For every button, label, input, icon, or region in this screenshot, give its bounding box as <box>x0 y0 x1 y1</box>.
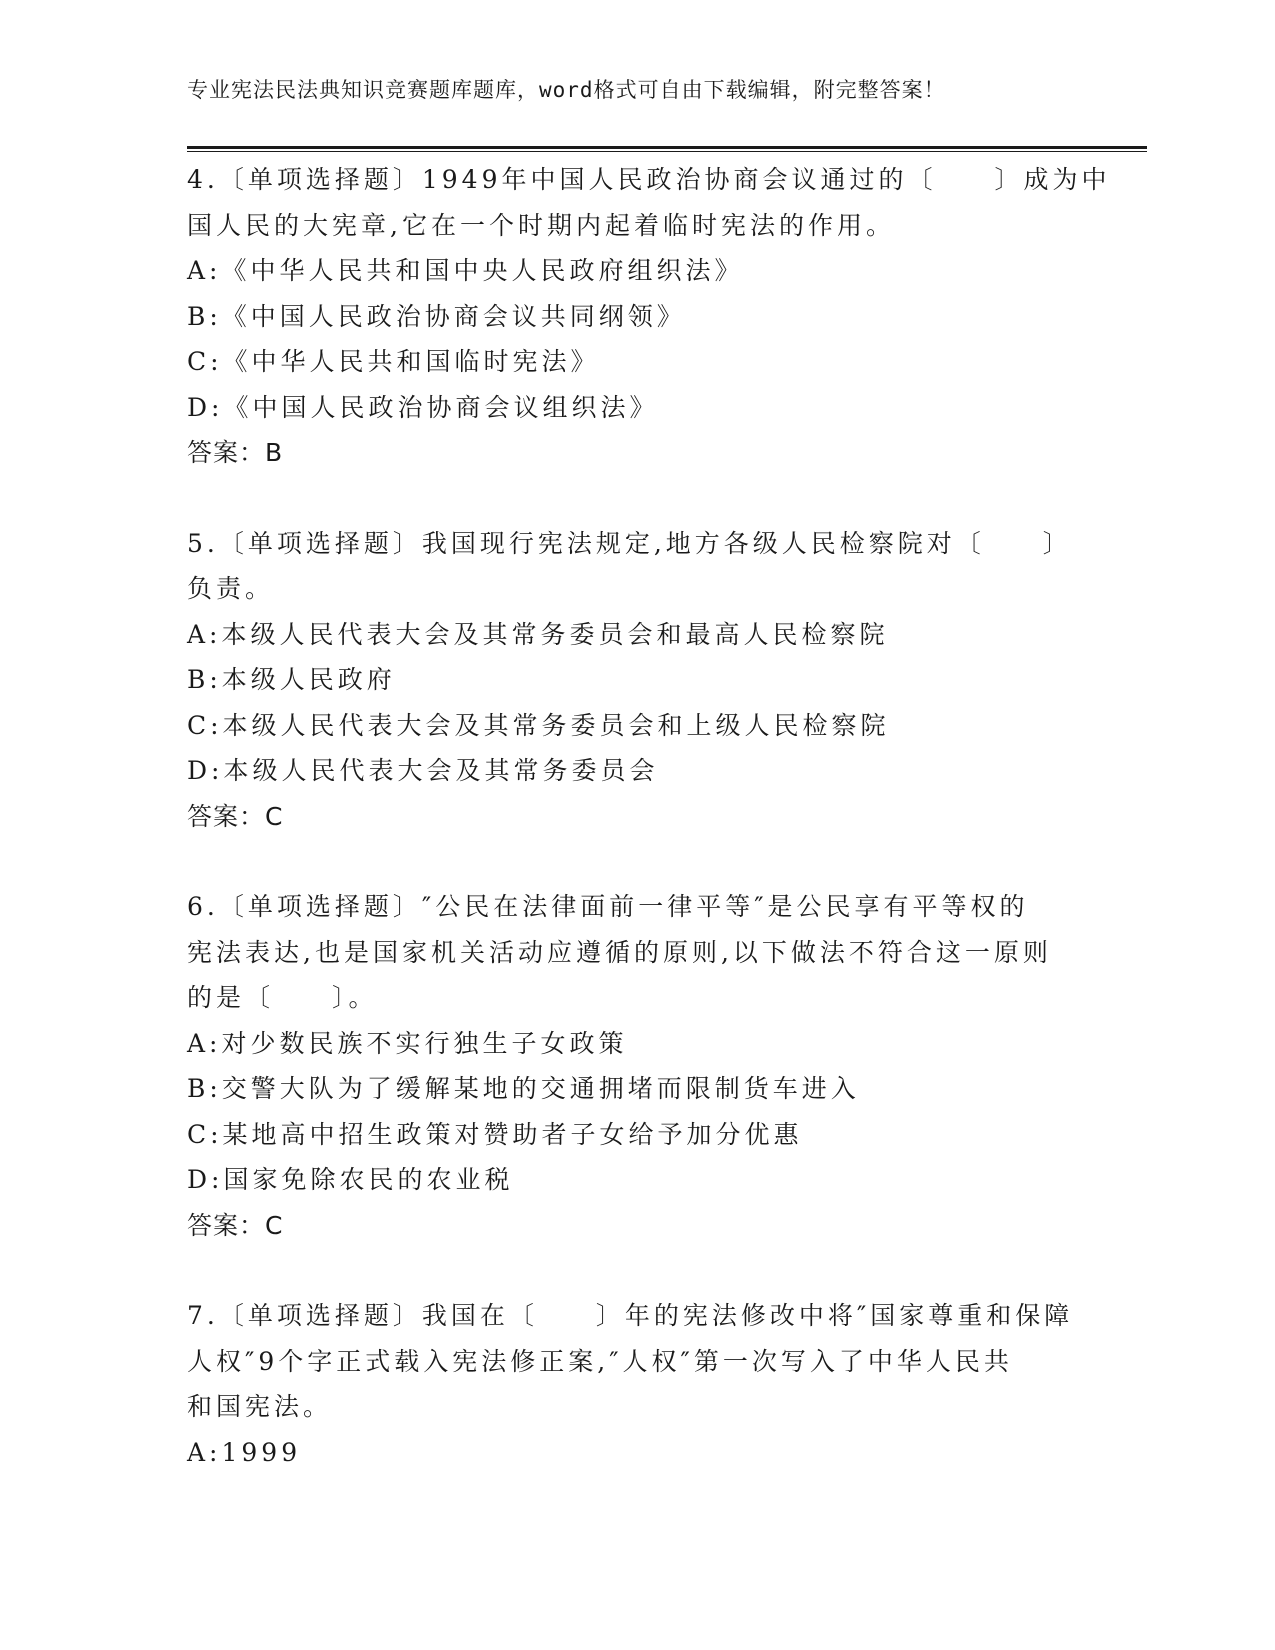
option-a: A:1999 <box>187 1437 302 1467</box>
option-c: C:《中华人民共和国临时宪法》 <box>187 347 600 376</box>
question-text-line: 和国宪法。 <box>187 1392 333 1421</box>
option-c: C:某地高中招生政策对赞助者子女给予加分优惠 <box>187 1119 803 1149</box>
answer-text: 答案：B <box>187 438 284 467</box>
question-text-line: 国人民的大宪章,它在一个时期内起着临时宪法的作用。 <box>187 210 895 240</box>
option-d: D:本级人民代表大会及其常务委员会 <box>187 756 659 785</box>
question-4 <box>187 157 1111 476</box>
question-text-line: 负责。 <box>187 574 275 603</box>
question-text-line: 5.〔单项选择题〕我国现行宪法规定,地方各级人民检察院对〔 〕 <box>187 528 1072 558</box>
question-text-line: 宪法表达,也是国家机关活动应遵循的原则,以下做法不符合这一原则 <box>187 937 1052 967</box>
question-6 <box>187 884 1087 1248</box>
document-header: 专业宪法民法典知识竞赛题库题库，word格式可自由下载编辑，附完整答案！ <box>187 78 946 102</box>
question-text-line: 6.〔单项选择题〕″公民在法律面前一律平等″是公民享有平等权的 <box>187 892 1029 921</box>
option-d: D:《中国人民政治协商会议组织法》 <box>187 392 659 422</box>
option-b: B:《中国人民政治协商会议共同纲领》 <box>187 301 686 331</box>
question-text-line: 的是〔 〕。 <box>187 983 378 1012</box>
question-text-line: 4.〔单项选择题〕1949年中国人民政治协商会议通过的〔 〕成为中 <box>187 165 1111 194</box>
option-c: C:本级人民代表大会及其常务委员会和上级人民检察院 <box>187 710 890 740</box>
option-b: B:交警大队为了缓解某地的交通拥堵而限制货车进入 <box>187 1074 860 1103</box>
answer-text: 答案：C <box>187 1210 284 1240</box>
question-text-line: 人权″9个字正式载入宪法修正案,″人权″第一次写入了中华人民共 <box>187 1346 1013 1376</box>
option-a: A:对少数民族不实行独生子女政策 <box>187 1028 628 1058</box>
question-list <box>187 157 1111 1520</box>
option-b: B:本级人民政府 <box>187 665 396 694</box>
answer-text: 答案：C <box>187 801 284 831</box>
question-text-line: 7.〔单项选择题〕我国在〔 〕年的宪法修改中将″国家尊重和保障 <box>187 1301 1074 1330</box>
question-7 <box>187 1293 1087 1475</box>
option-a: A:《中华人民共和国中央人民政府组织法》 <box>187 256 744 285</box>
header-rule-thick <box>187 146 1147 149</box>
option-d: D:国家免除农民的农业税 <box>187 1165 514 1194</box>
option-a: A:本级人民代表大会及其常务委员会和最高人民检察院 <box>187 619 889 649</box>
header-rule-thin <box>187 151 1147 152</box>
question-5 <box>187 521 1087 840</box>
